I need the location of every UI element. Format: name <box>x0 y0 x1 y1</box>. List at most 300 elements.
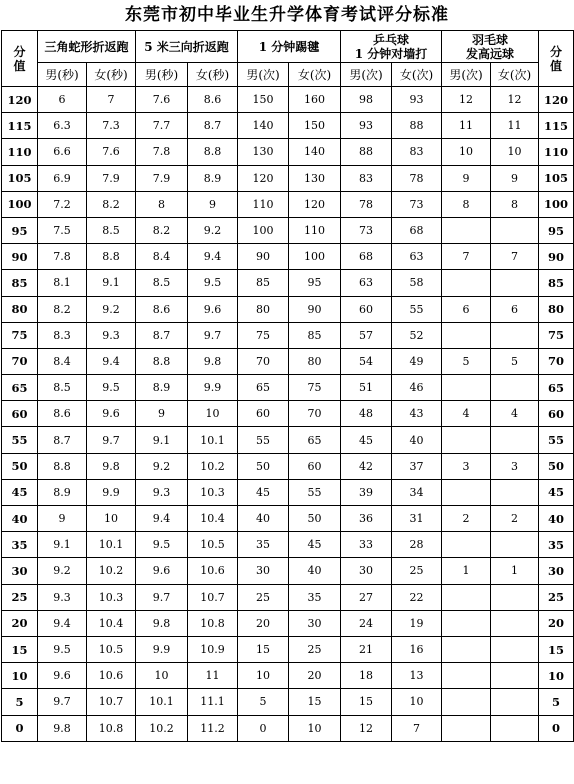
subheader-cell: 男(次) <box>341 63 392 87</box>
table-cell <box>442 532 491 558</box>
table-cell: 100 <box>238 217 289 243</box>
table-cell: 9.6 <box>188 296 238 322</box>
table-cell: 8.8 <box>87 244 136 270</box>
score-cell-right: 90 <box>539 244 574 270</box>
table-cell: 88 <box>341 139 392 165</box>
table-cell: 73 <box>392 191 442 217</box>
table-cell <box>442 689 491 715</box>
table-cell: 5 <box>442 348 491 374</box>
table-cell: 19 <box>392 610 442 636</box>
table-cell <box>491 584 539 610</box>
table-cell: 9.2 <box>38 558 87 584</box>
table-cell: 28 <box>392 532 442 558</box>
table-cell: 7.3 <box>87 113 136 139</box>
table-cell: 2 <box>491 506 539 532</box>
table-row <box>2 401 574 427</box>
table-cell: 10.1 <box>87 532 136 558</box>
table-cell: 25 <box>392 558 442 584</box>
table-cell <box>442 610 491 636</box>
table-cell: 9.5 <box>136 532 188 558</box>
table-row <box>2 217 574 243</box>
table-cell: 7 <box>491 244 539 270</box>
group-header-5m-shuttle: 5 米三向折返跑 <box>136 31 238 63</box>
table-cell: 6 <box>38 87 87 113</box>
table-cell <box>442 375 491 401</box>
table-cell: 7.5 <box>38 217 87 243</box>
table-cell: 8.3 <box>38 322 87 348</box>
score-cell-right: 15 <box>539 636 574 662</box>
table-cell: 46 <box>392 375 442 401</box>
table-cell: 9.4 <box>136 506 188 532</box>
table-cell: 6 <box>442 296 491 322</box>
table-cell: 8.4 <box>136 244 188 270</box>
table-cell: 63 <box>392 244 442 270</box>
table-cell: 5 <box>238 689 289 715</box>
score-cell-right: 20 <box>539 610 574 636</box>
subheader-cell: 女(次) <box>392 63 442 87</box>
table-cell: 8.4 <box>38 348 87 374</box>
table-cell: 8.9 <box>38 479 87 505</box>
table-cell: 11 <box>188 663 238 689</box>
table-cell <box>491 636 539 662</box>
table-row <box>2 296 574 322</box>
table-cell: 8.7 <box>136 322 188 348</box>
table-cell: 1 <box>491 558 539 584</box>
table-cell: 21 <box>341 636 392 662</box>
table-cell: 9.7 <box>188 322 238 348</box>
table-cell: 24 <box>341 610 392 636</box>
table-row <box>2 558 574 584</box>
table-cell: 11 <box>442 113 491 139</box>
table-cell <box>491 610 539 636</box>
subheader-cell: 女(秒) <box>188 63 238 87</box>
table-cell: 37 <box>392 453 442 479</box>
subheader-cell: 女(秒) <box>87 63 136 87</box>
table-row <box>2 532 574 558</box>
table-cell: 50 <box>238 453 289 479</box>
table-cell: 140 <box>238 113 289 139</box>
score-cell-right: 70 <box>539 348 574 374</box>
score-cell-left: 115 <box>2 113 38 139</box>
score-cell-right: 30 <box>539 558 574 584</box>
score-cell-left: 95 <box>2 217 38 243</box>
table-cell: 8.1 <box>38 270 87 296</box>
table-cell: 10.1 <box>188 427 238 453</box>
table-row <box>2 479 574 505</box>
table-cell: 10.6 <box>188 558 238 584</box>
table-cell: 9.9 <box>87 479 136 505</box>
table-cell: 9.5 <box>188 270 238 296</box>
table-cell: 11.1 <box>188 689 238 715</box>
table-cell: 30 <box>238 558 289 584</box>
table-cell: 93 <box>341 113 392 139</box>
table-cell: 10.2 <box>87 558 136 584</box>
table-cell: 90 <box>289 296 341 322</box>
table-cell: 60 <box>238 401 289 427</box>
table-row <box>2 506 574 532</box>
table-cell: 9 <box>136 401 188 427</box>
table-cell: 9.9 <box>188 375 238 401</box>
table-row <box>2 139 574 165</box>
table-row <box>2 244 574 270</box>
table-cell: 3 <box>442 453 491 479</box>
table-cell: 140 <box>289 139 341 165</box>
table-cell: 75 <box>289 375 341 401</box>
score-cell-right: 120 <box>539 87 574 113</box>
score-cell-right: 5 <box>539 689 574 715</box>
table-cell <box>442 270 491 296</box>
subheader-cell: 男(秒) <box>136 63 188 87</box>
table-cell: 9.1 <box>38 532 87 558</box>
table-cell: 8.5 <box>38 375 87 401</box>
table-row <box>2 427 574 453</box>
table-cell: 60 <box>341 296 392 322</box>
table-cell: 10 <box>289 715 341 741</box>
table-row <box>2 715 574 741</box>
table-cell: 73 <box>341 217 392 243</box>
table-cell: 9.6 <box>136 558 188 584</box>
table-cell: 40 <box>392 427 442 453</box>
table-cell: 45 <box>289 532 341 558</box>
score-cell-right: 95 <box>539 217 574 243</box>
score-cell-right: 110 <box>539 139 574 165</box>
table-cell: 95 <box>289 270 341 296</box>
table-cell <box>442 217 491 243</box>
table-cell: 65 <box>289 427 341 453</box>
table-cell: 80 <box>289 348 341 374</box>
table-cell: 9.5 <box>38 636 87 662</box>
table-cell: 10.4 <box>87 610 136 636</box>
table-row <box>2 636 574 662</box>
table-cell: 120 <box>289 191 341 217</box>
score-cell-left: 10 <box>2 663 38 689</box>
table-cell: 13 <box>392 663 442 689</box>
table-cell: 90 <box>238 244 289 270</box>
table-cell: 27 <box>341 584 392 610</box>
group-header-shuttlecock-kick: 1 分钟踢毽 <box>238 31 341 63</box>
table-cell <box>491 479 539 505</box>
score-cell-left: 110 <box>2 139 38 165</box>
table-cell: 9.4 <box>38 610 87 636</box>
table-cell: 4 <box>491 401 539 427</box>
table-cell: 8 <box>442 191 491 217</box>
table-cell: 7 <box>442 244 491 270</box>
table-cell: 52 <box>392 322 442 348</box>
table-cell: 85 <box>238 270 289 296</box>
subheader-cell: 男(秒) <box>38 63 87 87</box>
table-cell: 6.3 <box>38 113 87 139</box>
score-cell-right: 25 <box>539 584 574 610</box>
table-cell: 8.8 <box>188 139 238 165</box>
table-cell: 70 <box>289 401 341 427</box>
table-cell: 35 <box>289 584 341 610</box>
table-cell: 9.7 <box>87 427 136 453</box>
group-header-badminton: 羽毛球 发高远球 <box>442 31 539 63</box>
score-cell-left: 100 <box>2 191 38 217</box>
table-cell: 7.6 <box>87 139 136 165</box>
table-cell: 9.8 <box>87 453 136 479</box>
table-cell <box>442 479 491 505</box>
table-cell: 93 <box>392 87 442 113</box>
table-cell <box>491 427 539 453</box>
table-cell: 83 <box>341 165 392 191</box>
score-cell-left: 15 <box>2 636 38 662</box>
table-cell: 12 <box>491 87 539 113</box>
table-cell: 7.7 <box>136 113 188 139</box>
table-cell: 35 <box>238 532 289 558</box>
table-cell: 0 <box>238 715 289 741</box>
table-cell: 10.3 <box>188 479 238 505</box>
table-cell: 110 <box>289 217 341 243</box>
table-cell <box>491 217 539 243</box>
table-cell: 68 <box>392 217 442 243</box>
table-cell: 49 <box>392 348 442 374</box>
table-cell: 43 <box>392 401 442 427</box>
table-cell: 9 <box>188 191 238 217</box>
table-cell: 80 <box>238 296 289 322</box>
table-cell: 30 <box>289 610 341 636</box>
table-cell: 57 <box>341 322 392 348</box>
table-cell: 78 <box>392 165 442 191</box>
score-cell-left: 85 <box>2 270 38 296</box>
table-cell: 11.2 <box>188 715 238 741</box>
table-cell: 31 <box>392 506 442 532</box>
table-cell: 8.7 <box>188 113 238 139</box>
table-cell: 9.7 <box>136 584 188 610</box>
table-cell: 10.7 <box>87 689 136 715</box>
table-cell: 9.1 <box>136 427 188 453</box>
table-cell: 9.6 <box>87 401 136 427</box>
table-cell <box>442 584 491 610</box>
table-cell: 15 <box>341 689 392 715</box>
table-cell: 100 <box>289 244 341 270</box>
table-cell: 39 <box>341 479 392 505</box>
table-cell: 130 <box>289 165 341 191</box>
table-cell: 55 <box>392 296 442 322</box>
table-cell: 15 <box>238 636 289 662</box>
table-cell: 120 <box>238 165 289 191</box>
group-header-table-tennis: 乒乓球 1 分钟对墙打 <box>341 31 442 63</box>
table-cell: 7.8 <box>136 139 188 165</box>
table-cell: 7.2 <box>38 191 87 217</box>
table-cell <box>491 663 539 689</box>
table-cell: 9.7 <box>38 689 87 715</box>
table-cell: 7 <box>392 715 442 741</box>
table-cell: 10.8 <box>188 610 238 636</box>
subheader-cell: 男(次) <box>238 63 289 87</box>
table-cell: 45 <box>341 427 392 453</box>
table-row <box>2 87 574 113</box>
table-row <box>2 191 574 217</box>
table-cell: 2 <box>442 506 491 532</box>
table-cell: 10 <box>188 401 238 427</box>
table-cell: 8.6 <box>136 296 188 322</box>
table-cell: 55 <box>238 427 289 453</box>
score-cell-right: 75 <box>539 322 574 348</box>
table-row <box>2 689 574 715</box>
table-cell: 10.5 <box>188 532 238 558</box>
table-cell: 10.6 <box>87 663 136 689</box>
score-header-right: 分 值 <box>539 31 574 87</box>
table-cell: 20 <box>238 610 289 636</box>
score-cell-right: 0 <box>539 715 574 741</box>
table-cell: 9.1 <box>87 270 136 296</box>
table-cell <box>491 322 539 348</box>
table-cell: 10 <box>392 689 442 715</box>
score-cell-right: 80 <box>539 296 574 322</box>
table-cell: 7.9 <box>87 165 136 191</box>
table-cell: 65 <box>238 375 289 401</box>
table-cell: 22 <box>392 584 442 610</box>
table-cell: 45 <box>238 479 289 505</box>
table-cell: 88 <box>392 113 442 139</box>
table-cell: 9.8 <box>188 348 238 374</box>
table-cell: 110 <box>238 191 289 217</box>
table-cell: 8.6 <box>38 401 87 427</box>
table-cell: 150 <box>238 87 289 113</box>
score-cell-right: 40 <box>539 506 574 532</box>
table-cell: 8.2 <box>87 191 136 217</box>
score-cell-left: 120 <box>2 87 38 113</box>
table-row <box>2 610 574 636</box>
table-cell: 6.9 <box>38 165 87 191</box>
table-cell: 75 <box>238 322 289 348</box>
table-cell: 63 <box>341 270 392 296</box>
table-cell: 8.5 <box>87 217 136 243</box>
table-cell: 10.2 <box>136 715 188 741</box>
table-cell <box>442 715 491 741</box>
table-cell: 9.3 <box>38 584 87 610</box>
table-row <box>2 322 574 348</box>
score-cell-right: 65 <box>539 375 574 401</box>
subheader-cell: 女(次) <box>491 63 539 87</box>
table-cell: 36 <box>341 506 392 532</box>
score-cell-left: 30 <box>2 558 38 584</box>
table-cell <box>442 427 491 453</box>
group-header-triangle-run: 三角蛇形折返跑 <box>38 31 136 63</box>
subheader-cell: 女(次) <box>289 63 341 87</box>
table-cell <box>491 375 539 401</box>
table-cell: 10.9 <box>188 636 238 662</box>
table-cell: 8.2 <box>38 296 87 322</box>
table-cell: 9.5 <box>87 375 136 401</box>
table-cell: 15 <box>289 689 341 715</box>
table-cell: 18 <box>341 663 392 689</box>
table-cell: 9.2 <box>136 453 188 479</box>
table-cell: 130 <box>238 139 289 165</box>
score-cell-left: 65 <box>2 375 38 401</box>
table-cell: 34 <box>392 479 442 505</box>
table-cell <box>491 532 539 558</box>
page-title: 东莞市初中毕业生升学体育考试评分标准 <box>125 5 449 25</box>
table-cell: 10 <box>238 663 289 689</box>
table-cell: 7.8 <box>38 244 87 270</box>
score-cell-left: 35 <box>2 532 38 558</box>
table-cell: 9.3 <box>136 479 188 505</box>
scoring-table <box>1 30 574 742</box>
table-cell: 11 <box>491 113 539 139</box>
table-row <box>2 270 574 296</box>
table-cell: 1 <box>442 558 491 584</box>
table-row <box>2 453 574 479</box>
score-cell-left: 45 <box>2 479 38 505</box>
table-cell: 10.4 <box>188 506 238 532</box>
score-cell-right: 45 <box>539 479 574 505</box>
table-row <box>2 375 574 401</box>
table-cell: 9.9 <box>136 636 188 662</box>
table-cell: 9.4 <box>87 348 136 374</box>
score-cell-right: 115 <box>539 113 574 139</box>
table-cell: 6 <box>491 296 539 322</box>
table-cell: 98 <box>341 87 392 113</box>
score-cell-right: 50 <box>539 453 574 479</box>
score-cell-left: 25 <box>2 584 38 610</box>
table-cell <box>442 322 491 348</box>
table-cell: 83 <box>392 139 442 165</box>
table-cell: 25 <box>238 584 289 610</box>
table-cell: 10.7 <box>188 584 238 610</box>
score-cell-left: 40 <box>2 506 38 532</box>
table-cell <box>491 715 539 741</box>
score-cell-left: 105 <box>2 165 38 191</box>
table-cell: 9.2 <box>87 296 136 322</box>
score-cell-right: 85 <box>539 270 574 296</box>
table-cell: 58 <box>392 270 442 296</box>
table-cell: 55 <box>289 479 341 505</box>
table-cell: 10.5 <box>87 636 136 662</box>
score-cell-left: 90 <box>2 244 38 270</box>
table-cell <box>491 689 539 715</box>
score-cell-right: 105 <box>539 165 574 191</box>
score-cell-right: 55 <box>539 427 574 453</box>
table-cell: 10.3 <box>87 584 136 610</box>
score-cell-left: 75 <box>2 322 38 348</box>
table-cell: 40 <box>289 558 341 584</box>
table-cell: 9.4 <box>188 244 238 270</box>
table-cell: 78 <box>341 191 392 217</box>
score-cell-right: 35 <box>539 532 574 558</box>
table-cell: 150 <box>289 113 341 139</box>
score-cell-left: 5 <box>2 689 38 715</box>
score-cell-right: 60 <box>539 401 574 427</box>
table-cell <box>442 663 491 689</box>
score-cell-right: 100 <box>539 191 574 217</box>
table-cell: 9 <box>491 165 539 191</box>
table-cell: 8 <box>136 191 188 217</box>
score-cell-left: 80 <box>2 296 38 322</box>
table-cell: 7.6 <box>136 87 188 113</box>
table-cell: 8.6 <box>188 87 238 113</box>
score-cell-left: 55 <box>2 427 38 453</box>
table-cell: 50 <box>289 506 341 532</box>
table-cell: 51 <box>341 375 392 401</box>
table-cell: 8.5 <box>136 270 188 296</box>
table-cell: 48 <box>341 401 392 427</box>
score-cell-left: 50 <box>2 453 38 479</box>
table-cell: 8.8 <box>38 453 87 479</box>
table-cell: 7.9 <box>136 165 188 191</box>
table-cell: 9.3 <box>87 322 136 348</box>
score-header-left: 分 值 <box>2 31 38 87</box>
table-cell: 9 <box>442 165 491 191</box>
table-cell: 9.8 <box>136 610 188 636</box>
table-cell: 9.8 <box>38 715 87 741</box>
table-cell: 10.1 <box>136 689 188 715</box>
table-cell: 9.6 <box>38 663 87 689</box>
score-cell-left: 0 <box>2 715 38 741</box>
table-cell: 40 <box>238 506 289 532</box>
table-row <box>2 165 574 191</box>
